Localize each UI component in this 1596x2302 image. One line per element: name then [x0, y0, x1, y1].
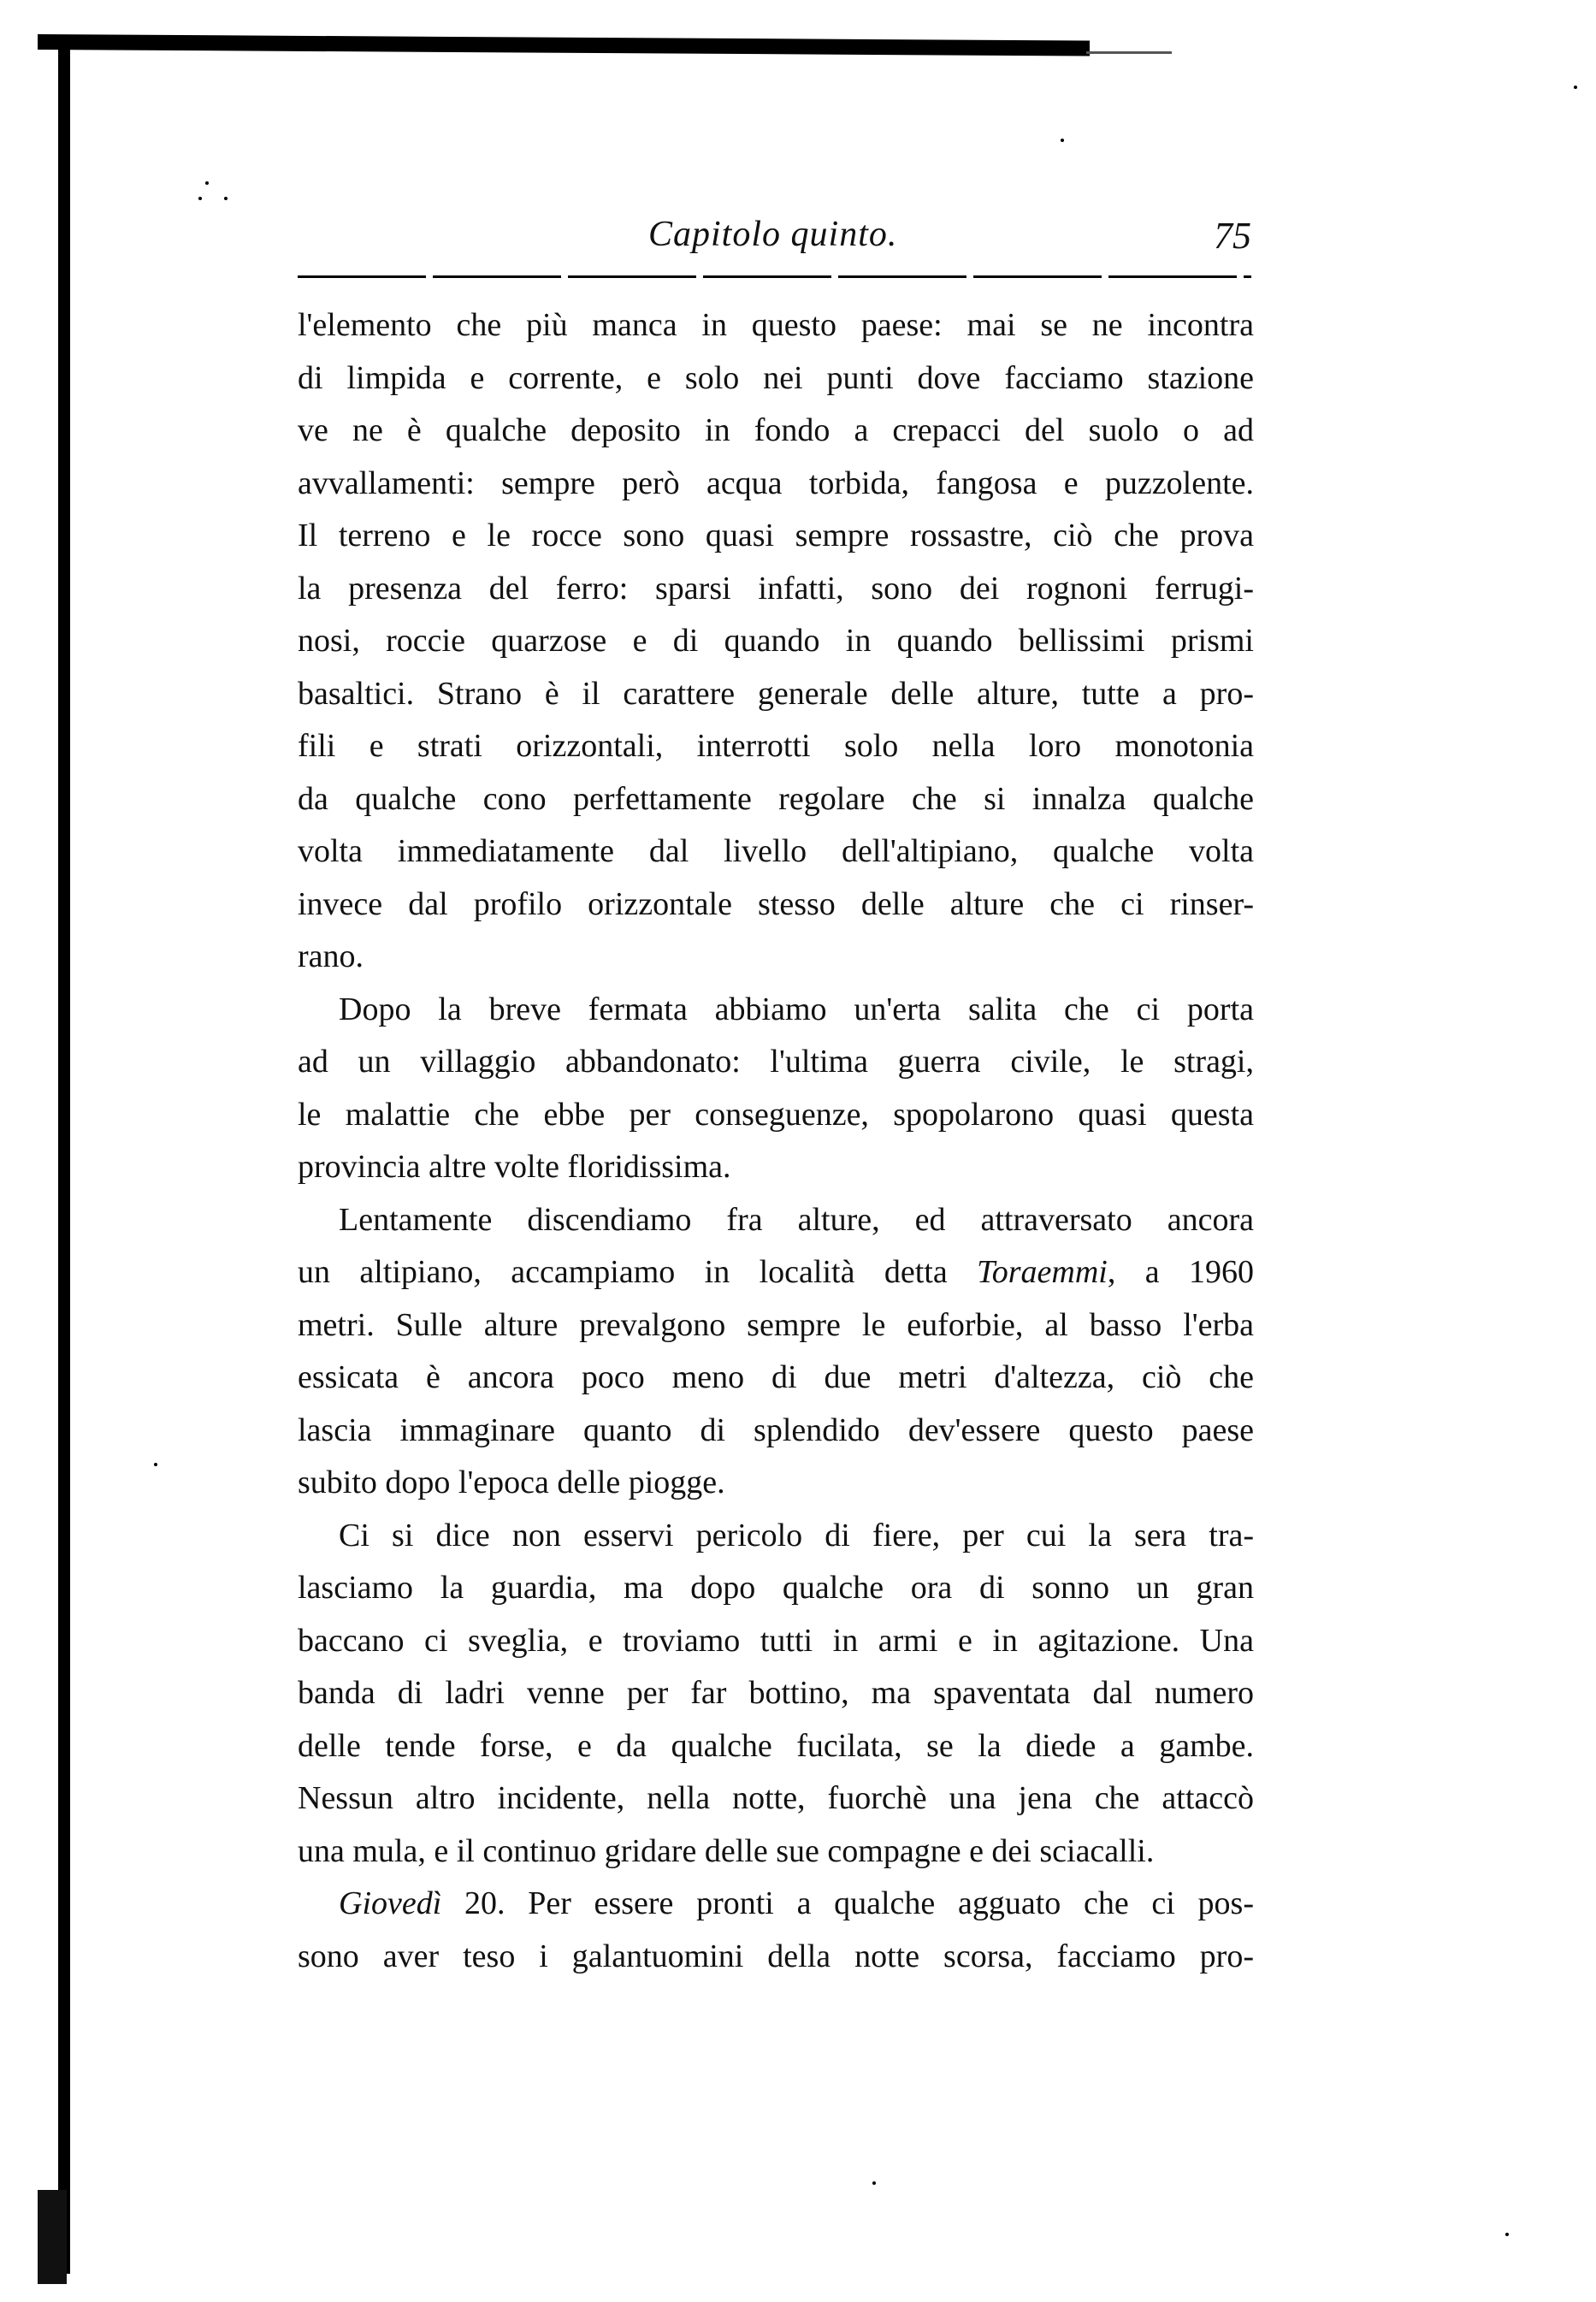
text-line: [298, 1246, 1254, 1299]
scan-speck: [224, 197, 228, 200]
place-name: Toraemmi: [977, 1254, 1108, 1290]
page-top-border-tail: [1086, 51, 1172, 54]
text-line: ve ne è qualche deposito in fondo a crepacci del suolo o ad: [298, 412, 1254, 448]
text-line: le malattie che ebbe per conseguenze, spopolarono quasi questa: [298, 1096, 1254, 1133]
text-line: l'elemento che più manca in questo paese: mai se ne incontra: [298, 307, 1254, 343]
text-line: la presenza del ferro: sparsi infatti, sono dei rognoni ferrugi-: [298, 570, 1254, 607]
text-line: una mula, e il continuo gridare delle sue compagne e dei sciacalli.: [298, 1832, 1155, 1869]
scan-speck: [872, 2181, 876, 2185]
text-line: subito dopo l'epoca delle piogge.: [298, 1465, 725, 1500]
body-text: [298, 299, 1254, 1983]
date-heading: Giovedì: [339, 1885, 442, 1921]
header-rule: [298, 275, 1251, 278]
binding-edge-bottom: [38, 2190, 67, 2284]
scan-speck: [1574, 86, 1577, 89]
text-line: sono aver teso i galantuomini della notte scorsa, facciamo pro-: [298, 1938, 1254, 1974]
text-line: volta immediatamente dal livello dell'altipiano, qualche volta: [298, 833, 1254, 869]
paragraph-start: Lentamente discendiamo fra alture, ed attraversato ancora: [339, 1201, 1254, 1238]
text-run: 20. Per essere pronti a qualche agguato che ci pos-: [441, 1885, 1254, 1921]
text-line: baccano ci sveglia, e troviamo tutti in armi e in agitazione. Una: [298, 1622, 1254, 1659]
text-line: basaltici. Strano è il carattere generale delle alture, tutte a pro-: [298, 675, 1254, 712]
scan-speck: [1061, 139, 1064, 142]
text-line: Nessun altro incidente, nella notte, fuorchè una jena che attaccò: [298, 1780, 1254, 1816]
paragraph-start: Dopo la breve fermata abbiamo un'erta salita che ci porta: [339, 991, 1254, 1027]
text-line: metri. Sulle alture prevalgono sempre le euforbie, al basso l'erba: [298, 1306, 1254, 1343]
running-head: [298, 214, 1251, 274]
text-line: lasciamo la guardia, ma dopo qualche ora di sonno un gran: [298, 1570, 1254, 1606]
binding-edge: [58, 50, 70, 2274]
text-line: da qualche cono perfettamente regolare che si innalza qualche: [298, 780, 1254, 817]
chapter-title: Capitolo quinto.: [648, 215, 898, 254]
text-line: delle tende forse, e da qualche fucilata, se la diede a gambe.: [298, 1727, 1254, 1764]
text-run: , a 1960: [1107, 1254, 1255, 1290]
text-line: provincia altre volte floridissima.: [298, 1149, 731, 1185]
scan-speck: [1505, 2233, 1509, 2236]
text-line: essicata è ancora poco meno di due metri d'altezza, ciò che: [298, 1359, 1254, 1395]
text-line: invece dal profilo orizzontale stesso delle alture che ci rinser-: [298, 885, 1254, 922]
text-line: ad un villaggio abbandonato: l'ultima guerra civile, le stragi,: [298, 1044, 1254, 1080]
text-line: fili e strati orizzontali, interrotti solo nella loro monotonia: [298, 728, 1254, 764]
text-line: banda di ladri venne per far bottino, ma spaventata dal numero: [298, 1675, 1254, 1711]
scan-speck: [205, 181, 209, 185]
scan-speck: [198, 197, 202, 200]
text-line: rano.: [298, 938, 364, 974]
text-line: lascia immaginare quanto di splendido dev'essere questo paese: [298, 1411, 1254, 1448]
paragraph-start: [298, 1878, 1254, 1931]
text-line: nosi, roccie quarzose e di quando in quando bellissimi prismi: [298, 623, 1254, 659]
paragraph-start: Ci si dice non esservi pericolo di fiere, per cui la sera tra-: [339, 1517, 1254, 1553]
page-top-border: [38, 34, 1090, 56]
scan-speck: [154, 1463, 157, 1466]
text-run: un altipiano, accampiamo in località detta: [298, 1254, 978, 1290]
text-line: Il terreno e le rocce sono quasi sempre rossastre, ciò che prova: [298, 518, 1254, 553]
text-line: di limpida e corrente, e solo nei punti dove facciamo stazione: [298, 359, 1254, 396]
text-line: avvallamenti: sempre però acqua torbida, fangosa e puzzolente.: [298, 465, 1254, 501]
page-number: 75: [1214, 215, 1251, 257]
